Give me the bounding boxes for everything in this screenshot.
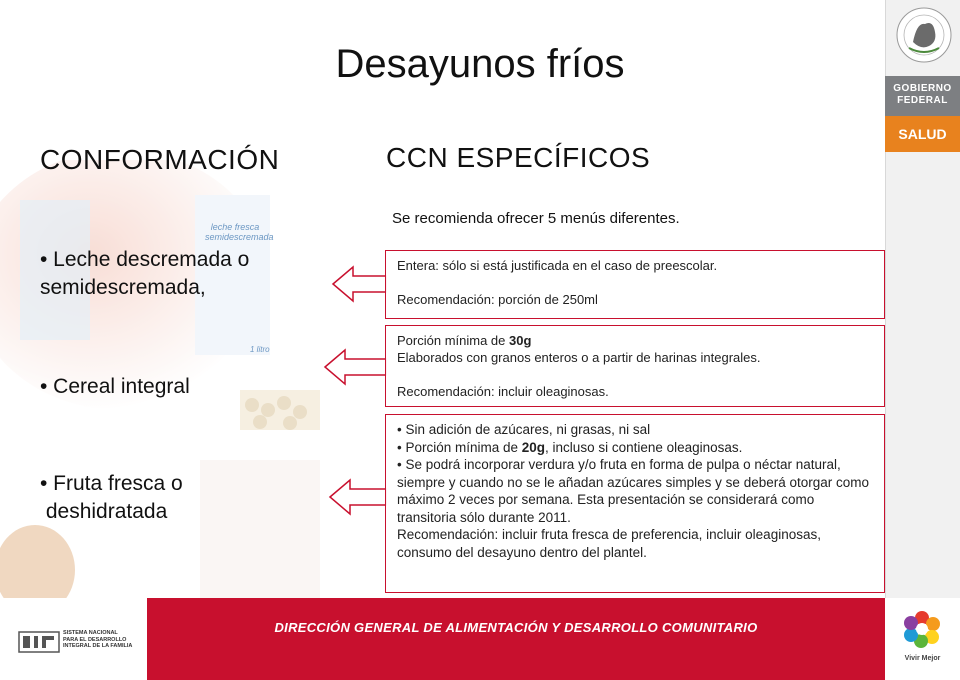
left-heading: CONFORMACIÓN <box>40 144 280 175</box>
fruit-criteria-b1: • Sin adición de azúcares, ni grasas, ni sal <box>397 422 651 437</box>
gob-line1: GOBIERNO <box>893 83 952 94</box>
vivir-mejor-text: Vivir Mejor <box>904 655 941 662</box>
fruit-portion-suffix: , incluso si contiene oleaginosas. <box>545 439 743 455</box>
cereal-criteria-line3: Recomendación: incluir oleaginosas. <box>397 384 609 399</box>
arrow-left-icon <box>323 347 387 387</box>
dif-logo-icon <box>18 628 60 656</box>
milk-size-label: 1 litro <box>250 345 270 354</box>
arrow-left-icon <box>331 264 387 304</box>
cereal-criteria-line2: Elaborados con granos enteros o a partir de harinas integrales. <box>397 350 761 365</box>
dif-line2: PARA EL DESARROLLO <box>63 636 127 643</box>
fruit-criteria-b3: • Se podrá incorporar verdura y/o fruta en forma de pulpa o néctar natural, siempre y cuando no se le añadan azúcares simples y se deberá otorgar como máximo 2 veces por semana. Esta presentación se considerará como transitoria sólo durante 2011. <box>397 457 870 525</box>
fruit-portion-value: 20g <box>521 439 546 455</box>
fruit-criteria-b2 <box>397 439 873 457</box>
footer-banner-text: DIRECCIÓN GENERAL DE ALIMENTACIÓN Y DESARROLLO COMUNITARIO <box>274 620 758 635</box>
milk-criteria-box <box>385 250 885 319</box>
mexico-seal-icon <box>895 2 953 72</box>
fruit-portion-prefix: • Porción mínima de <box>397 439 522 455</box>
gobierno-federal-badge <box>885 76 960 116</box>
item-fruit-line2: deshidratada <box>40 500 168 523</box>
recommendation-note: Se recomienda ofrecer 5 menús diferentes. <box>392 210 680 227</box>
gob-line2: FEDERAL <box>897 95 948 106</box>
milk-label-line1: leche fresca <box>210 222 260 232</box>
cereal-criteria-line1 <box>397 332 873 349</box>
milk-carton-label <box>205 222 274 242</box>
cereal-portion-prefix: Porción mínima de <box>397 333 509 348</box>
item-milk-line2: semidescremada, <box>40 276 206 299</box>
salud-badge: SALUD <box>885 116 960 152</box>
milk-criteria-line1: Entera: sólo si está justificada en el caso de preescolar. <box>397 258 718 273</box>
milk-label-line2: semidescremada <box>205 232 274 242</box>
dif-line3: INTEGRAL DE LA FAMILIA <box>63 643 133 649</box>
item-cereal-line1: • Cereal integral <box>40 375 190 398</box>
slide-title: Desayunos fríos <box>335 42 625 86</box>
fruit-criteria-box <box>385 414 885 593</box>
fruit-criteria-b4: Recomendación: incluir fruta fresca de preferencia, incluir oleaginosas, consumo del desayuno dentro del plantel. <box>397 527 821 560</box>
item-fruit-line1: • Fruta fresca o <box>40 472 183 495</box>
footer-banner <box>147 598 885 680</box>
item-milk-line1: • Leche descremada o <box>40 248 250 271</box>
cereal-portion-value: 30g <box>509 333 532 348</box>
right-heading: CCN ESPECÍFICOS <box>386 142 651 173</box>
vivir-mejor-flower-icon <box>902 609 942 649</box>
dif-line1: SISTEMA NACIONAL <box>63 630 118 636</box>
dif-caption <box>63 630 143 650</box>
item-cereal <box>40 373 190 401</box>
item-fruit <box>40 470 183 526</box>
milk-criteria-line2: Recomendación: porción de 250ml <box>397 292 598 307</box>
item-milk <box>40 246 249 302</box>
cereal-criteria-box <box>385 325 885 407</box>
arrow-left-icon <box>328 477 387 517</box>
